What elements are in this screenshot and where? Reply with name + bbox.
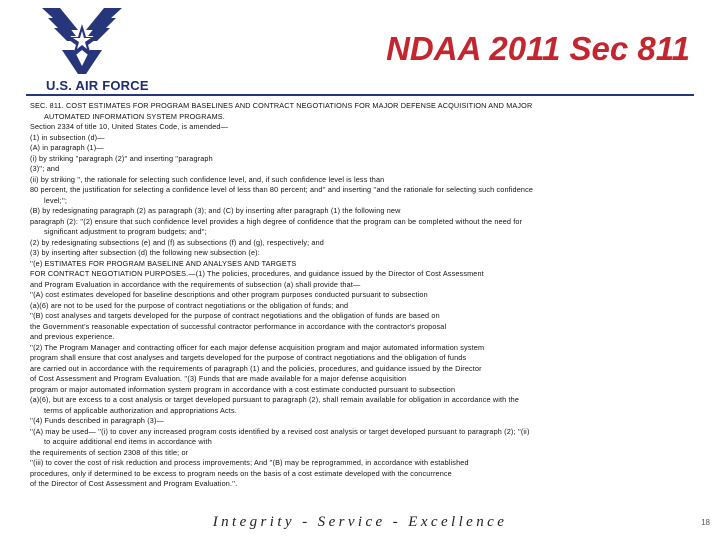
text-line: SEC. 811. COST ESTIMATES FOR PROGRAM BASELINES AND CONTRACT NEGOTIATIONS FOR MAJOR DEFENSE ACQUISITION AND MAJOR bbox=[30, 101, 533, 110]
footer-motto: Integrity - Service - Excellence bbox=[212, 514, 508, 530]
text-line: (3) by inserting after subsection (d) the following new subsection (e): bbox=[30, 248, 260, 257]
text-line: significant adjustment to program budgets; and''; bbox=[44, 227, 207, 236]
text-line: of Cost Assessment and Program Evaluation. ''(3) Funds that are made available for a major defense acquisition bbox=[30, 374, 407, 383]
text-line: (1) in subsection (d)— bbox=[30, 132, 105, 142]
text-line: ''(A) may be used— ''(i) to cover any increased program costs identified by a revised cost analysis or target developed pursuant to paragraph (2); ''(ii) bbox=[30, 426, 530, 436]
text-line: (ii) by striking '', the rationale for selecting such confidence level, and, if such confidence level is less than bbox=[30, 174, 385, 184]
air-force-logo bbox=[18, 4, 149, 94]
text-line: terms of applicable authorization and appropriations Acts. bbox=[44, 405, 237, 415]
text-line: program shall ensure that cost analyses and targets developed for the purpose of contract negotiations and the obligation of funds bbox=[30, 353, 467, 362]
text-line: (a)(6) are not to be used for the purpose of contract negotiations or the obligation of funds; and bbox=[30, 300, 349, 310]
text-line: ''(iii) to cover the cost of risk reduction and process improvements; And ''(B) may be reprogrammed, in accordance with established bbox=[30, 458, 469, 467]
text-line: the requirements of section 2308 of this title; or bbox=[30, 447, 189, 457]
text-line: (B) by redesignating paragraph (2) as paragraph (3); and (C) by inserting after paragraph (1) the following new bbox=[30, 206, 401, 215]
text-line: AUTOMATED INFORMATION SYSTEM PROGRAMS. bbox=[44, 111, 225, 121]
text-line: 80 percent, the justification for selecting a confidence level of less than 80 percent; and'' and inserting ''and the rationale for selecting such confidence bbox=[30, 185, 534, 194]
text-line: ''(4) Funds described in paragraph (3)— bbox=[30, 416, 164, 425]
text-line: the Government's reasonable expectation of successful contractor performance in accordance with the contractor's proposal bbox=[30, 321, 447, 331]
header-divider bbox=[26, 94, 694, 96]
text-line: FOR CONTRACT NEGOTIATION PURPOSES.—(1) The policies, procedures, and guidance issued by the Director of Cost Assessment bbox=[30, 269, 484, 278]
text-line: Section 2334 of title 10, United States Code, is amended— bbox=[30, 122, 228, 131]
text-line: program or major automated information system program in accordance with a cost estimate conducted pursuant to subsection bbox=[30, 384, 456, 394]
page-number: 18 bbox=[701, 518, 710, 527]
text-line: (3)''; and bbox=[30, 164, 60, 173]
text-line: (2) by redesignating subsections (e) and (f) as subsections (f) and (g), respectively; and bbox=[30, 237, 324, 247]
text-line: are carried out in accordance with the requirements of paragraph (1) and the policies, procedures, and guidance issued by the Director bbox=[30, 363, 482, 373]
logo-text: U.S. AIR FORCE bbox=[46, 78, 149, 93]
text-line: and Program Evaluation in accordance with the requirements of subsection (a) shall provide that— bbox=[30, 279, 361, 289]
text-line: (i) by striking ''paragraph (2)'' and inserting ''paragraph bbox=[30, 153, 213, 163]
text-line: ''(B) cost analyses and targets developed for the purpose of contract negotiations and the obligation of funds are based on bbox=[30, 311, 440, 320]
text-line: of the Director of Cost Assessment and Program Evaluation.''. bbox=[30, 479, 238, 488]
air-force-wings-icon bbox=[40, 4, 124, 74]
text-line: ''(A) cost estimates developed for baseline descriptions and other program purposes conducted pursuant to subsection bbox=[30, 290, 428, 299]
text-line: procedures, only if determined to be excess to program needs on the basis of a cost estimate developed with the concurrence bbox=[30, 468, 452, 478]
text-line: level;''; bbox=[44, 195, 68, 205]
text-line: (A) in paragraph (1)— bbox=[30, 143, 104, 152]
statute-text bbox=[30, 101, 690, 506]
text-line: ''(2) The Program Manager and contracting officer for each major defense acquisition program and major automated information system bbox=[30, 342, 485, 352]
text-line: paragraph (2): ''(2) ensure that such confidence level provides a high degree of confidence that the program can be completed without the need for bbox=[30, 216, 523, 226]
page-title: NDAA 2011 Sec 811 bbox=[386, 30, 690, 67]
text-line: and previous experience. bbox=[30, 332, 115, 341]
text-line: to acquire additional end items in accordance with bbox=[44, 437, 212, 446]
text-line: ''(e) ESTIMATES FOR PROGRAM BASELINE AND ANALYSES AND TARGETS bbox=[30, 258, 297, 268]
text-line: (a)(6), but are excess to a cost analysis or target developed pursuant to paragraph (2), shall remain available for obligation in accordance with the bbox=[30, 395, 520, 404]
